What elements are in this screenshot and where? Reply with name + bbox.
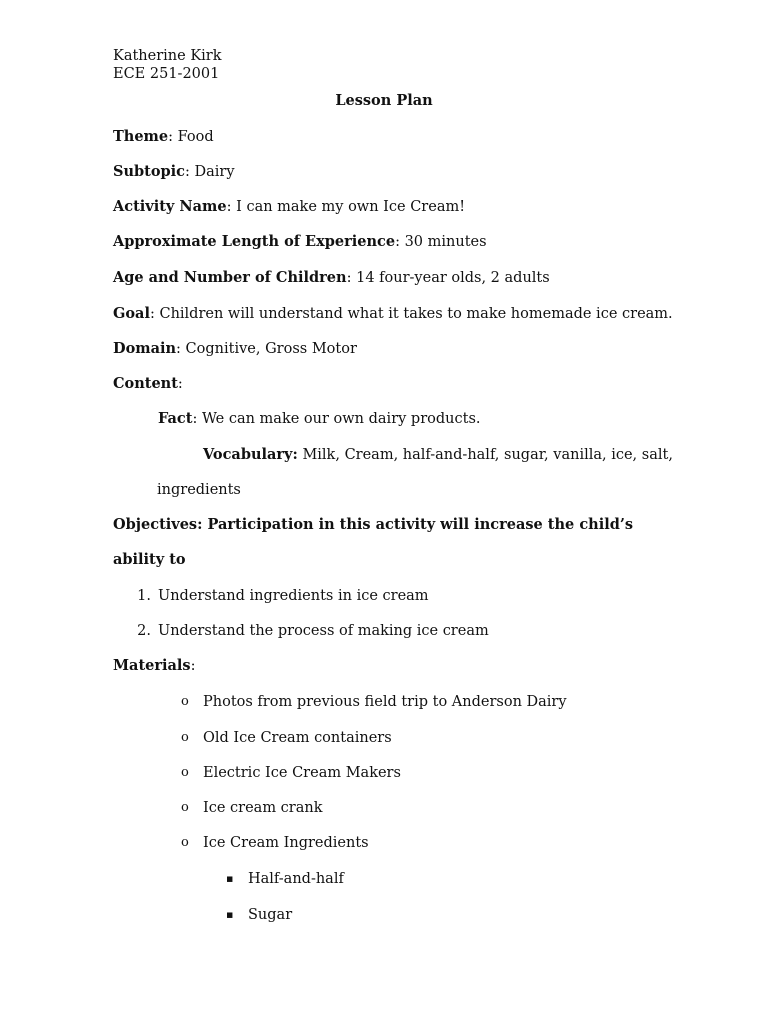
circle-bullet-icon: o bbox=[181, 730, 189, 745]
vocabulary-continuation: ingredients bbox=[157, 482, 241, 498]
goal-field: Goal: Children will understand what it takes to make homemade ice cream. bbox=[113, 305, 673, 322]
fact-line: Fact: We can make our own dairy products. bbox=[158, 410, 481, 427]
subtopic-label: Subtopic bbox=[113, 163, 185, 180]
domain-label: Domain bbox=[113, 340, 177, 357]
goal-label: Goal bbox=[113, 305, 150, 322]
vocabulary-label: Vocabulary: bbox=[203, 446, 298, 463]
objectives-heading-cont: ability to bbox=[113, 551, 186, 568]
circle-bullet-icon: o bbox=[181, 765, 189, 780]
materials-label: Materials bbox=[113, 657, 191, 674]
circle-bullet-icon: o bbox=[181, 835, 189, 850]
material-text: Old Ice Cream containers bbox=[203, 730, 392, 746]
length-label: Approximate Length of Experience bbox=[113, 233, 396, 250]
age-value: 14 four-year olds, 2 adults bbox=[356, 270, 550, 286]
length-field: Approximate Length of Experience: 30 minutes bbox=[113, 233, 487, 250]
objective-text: Understand the process of making ice cream bbox=[158, 623, 489, 639]
theme-label: Theme bbox=[113, 128, 169, 145]
material-text: Ice cream crank bbox=[203, 800, 323, 816]
activity-field: Activity Name: I can make my own Ice Cream! bbox=[113, 198, 466, 215]
subtopic-field: Subtopic: Dairy bbox=[113, 163, 235, 180]
subtopic-value: Dairy bbox=[194, 164, 235, 180]
ingredient-text: Half-and-half bbox=[248, 871, 344, 887]
objective-text: Understand ingredients in ice cream bbox=[158, 588, 429, 604]
objective-number: 2. bbox=[137, 623, 151, 639]
theme-value: Food bbox=[177, 129, 214, 145]
circle-bullet-icon: o bbox=[181, 694, 189, 709]
ingredient-text: Sugar bbox=[248, 907, 293, 923]
domain-value: Cognitive, Gross Motor bbox=[185, 341, 357, 357]
length-value: 30 minutes bbox=[404, 234, 487, 250]
objective-number: 1. bbox=[137, 588, 151, 604]
theme-field: Theme: Food bbox=[113, 128, 214, 145]
author-name: Katherine Kirk bbox=[113, 48, 222, 64]
materials-heading: Materials: bbox=[113, 657, 196, 674]
course-code: ECE 251-2001 bbox=[113, 66, 220, 82]
square-bullet-icon: ▪ bbox=[226, 908, 234, 921]
fact-label: Fact bbox=[158, 410, 193, 427]
material-text: Photos from previous field trip to Anderson Dairy bbox=[203, 694, 567, 710]
content-label: Content bbox=[113, 375, 178, 392]
age-label: Age and Number of Children bbox=[113, 269, 347, 286]
vocabulary-line bbox=[203, 446, 673, 464]
circle-bullet-icon: o bbox=[181, 800, 189, 815]
fact-value: We can make our own dairy products. bbox=[201, 411, 481, 427]
activity-value: I can make my own Ice Cream! bbox=[236, 199, 466, 215]
domain-field: Domain: Cognitive, Gross Motor bbox=[113, 340, 357, 357]
objectives-heading: Objectives: Participation in this activity will increase the child’s bbox=[113, 516, 634, 533]
vocabulary-value: Milk, Cream, half-and-half, sugar, vanilla, ice, salt, bbox=[302, 447, 673, 463]
material-text: Ice Cream Ingredients bbox=[203, 835, 369, 851]
activity-label: Activity Name bbox=[113, 198, 227, 215]
goal-value: Children will understand what it takes to make homemade ice cream. bbox=[159, 306, 673, 322]
content-heading: Content: bbox=[113, 375, 183, 392]
document-title: Lesson Plan bbox=[335, 92, 433, 109]
material-text: Electric Ice Cream Makers bbox=[203, 765, 401, 781]
age-field: Age and Number of Children: 14 four-year olds, 2 adults bbox=[113, 269, 550, 286]
square-bullet-icon: ▪ bbox=[226, 872, 234, 885]
